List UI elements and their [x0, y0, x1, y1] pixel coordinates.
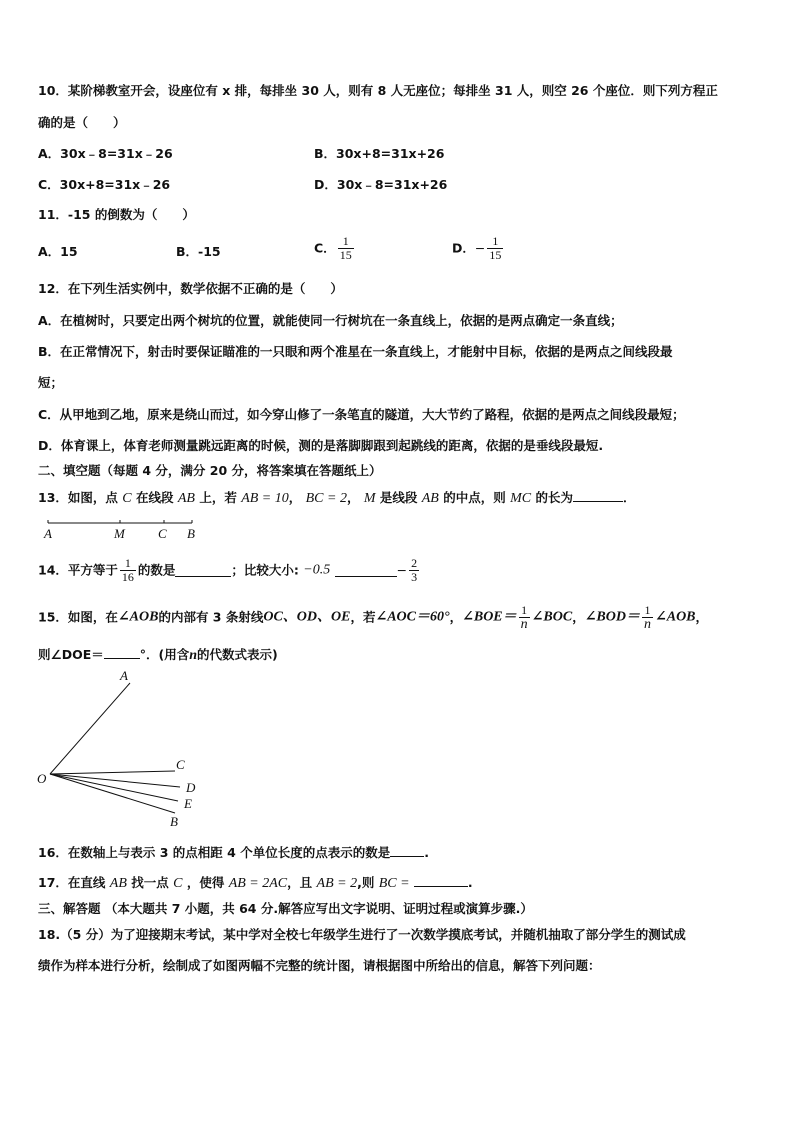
- q18-line1: 18.（5 分）为了迎接期末考试，某中学对全校七年级学生进行了一次数学摸底考试，并随机抽取了部分学生的测试成: [38, 927, 686, 942]
- q10-line1: 10．某阶梯教室开会，设座位有 x 排，每排坐 30 人，则有 8 人无座位；每排坐 31 人，则空 26 个座位．则下列方程正: [38, 83, 718, 98]
- q17-line-ab: AB: [109, 876, 127, 891]
- q15-angle-aoc: ∠AOC＝60°: [375, 609, 450, 625]
- q17-t2: 找一点: [131, 875, 169, 890]
- q12-option-b-line1: B．在正常情况下，射击时要保证瞄准的一只眼和两个准星在一条直线上，才能射中目标，依据的是两点之间线段最: [38, 344, 673, 359]
- q15-label-a: A: [120, 668, 128, 683]
- q11-d-minus: −: [474, 240, 486, 256]
- q13-label-c: C: [158, 526, 167, 541]
- q11-d-num: 1: [492, 234, 499, 248]
- q15-angle-bod: ∠BOD＝: [584, 609, 640, 625]
- q17-t6: .: [467, 875, 473, 890]
- q15-n-var: n: [189, 648, 198, 663]
- q14-value: −0.5: [303, 562, 331, 578]
- q15-angle-boc: ∠BOC: [531, 609, 573, 625]
- q17-t5: ,则: [357, 875, 375, 890]
- q12-option-b-line2: 短；: [38, 375, 64, 390]
- q17-eq-1: AB = 2AC: [228, 876, 288, 891]
- q15-fraction-1: [519, 604, 530, 631]
- q11-option-d: [452, 235, 505, 262]
- q13-eq-bc: BC = 2: [305, 491, 347, 506]
- q16-answer-blank[interactable]: [390, 844, 424, 857]
- q13-t5: ，: [346, 490, 360, 505]
- q15-label-c: C: [176, 757, 185, 772]
- q13-segment-ab-2: AB: [421, 491, 439, 506]
- q13-point-m: M: [363, 491, 376, 506]
- q15-rays: OC、OD、OE: [263, 609, 351, 625]
- q14-num: 1: [124, 556, 131, 570]
- q13-t7: 的中点，则: [443, 490, 506, 505]
- q11-option-a: A．15: [38, 244, 78, 259]
- q15-t6: ，: [695, 609, 709, 625]
- q11-d-den: 15: [489, 248, 502, 262]
- q17-t4: ，且: [287, 875, 313, 890]
- q15-d1: n: [520, 617, 528, 632]
- q13-label-m: M: [114, 526, 125, 541]
- q14-den: 16: [121, 570, 134, 584]
- q14-t3: ；比较大小:: [231, 562, 299, 578]
- q15-ray-oe: [50, 774, 178, 801]
- q15-line1: [38, 604, 708, 631]
- q15-t3: ，若: [350, 609, 376, 625]
- q15-n1: 1: [521, 603, 528, 617]
- q12-option-c: C．从甲地到乙地，原来是绕山而过，如今穿山修了一条笔直的隧道，大大节约了路程，依据的是两点之间线段最短；: [38, 407, 685, 422]
- q13-answer-blank[interactable]: [573, 489, 623, 502]
- q17-text: [38, 874, 473, 892]
- q14-t2: 的数是: [137, 562, 176, 578]
- q15-angle-boe: ∠BOE＝: [462, 609, 517, 625]
- q14-fraction-2: [409, 557, 419, 584]
- q10-option-d: D．30x﹣8=31x+26: [314, 177, 448, 192]
- q17-answer-blank[interactable]: [414, 874, 468, 887]
- q15-n2: 1: [644, 603, 651, 617]
- q15-line2a: 则∠DOE＝: [38, 647, 104, 662]
- q13-text: [38, 489, 635, 507]
- q13-t8: 的长为: [535, 490, 573, 505]
- q10-line2: 确的是（ ）: [38, 115, 126, 130]
- q11-option-c-label: C．: [314, 240, 336, 256]
- q15-label-d: D: [186, 780, 196, 795]
- q15-label-b: B: [170, 814, 178, 829]
- q13-t6: 是线段: [379, 490, 418, 505]
- q15-line2c: 的代数式表示): [197, 647, 278, 662]
- q15-ray-oc: [50, 771, 175, 774]
- q14-answer-blank-1[interactable]: [175, 564, 231, 577]
- q14-fraction: [120, 557, 136, 584]
- q15-t2: 的内部有 3 条射线: [158, 609, 264, 625]
- q13-segment-ab: AB: [177, 491, 195, 506]
- q17-t3: ，使得: [186, 875, 225, 890]
- q14-num2: 2: [411, 556, 418, 570]
- q15-d2: n: [644, 617, 651, 632]
- q13-figure: [40, 516, 210, 544]
- section3-heading: 三、解答题 （本大题共 7 小题，共 64 分.解答应写出文字说明、证明过程或演算步骤.）: [38, 901, 533, 916]
- q10-option-a: A．30x﹣8=31x﹣26: [38, 146, 173, 161]
- q15-line2b: °．(用含: [139, 647, 190, 662]
- q16-t1: 16．在数轴上与表示 3 的点相距 4 个单位长度的点表示的数是: [38, 845, 391, 860]
- q15-ray-oa: [50, 683, 130, 774]
- q10-option-c: C．30x+8=31x﹣26: [38, 177, 171, 192]
- q13-label-b: B: [187, 526, 195, 541]
- q15-angle-aob-2: ∠AOB: [655, 609, 696, 625]
- q13-point-c: C: [122, 491, 132, 506]
- q17-eq-3: BC =: [378, 876, 410, 891]
- q15-t4: ，: [449, 609, 463, 625]
- q17-point-c: C: [173, 876, 183, 891]
- q15-figure: [30, 668, 210, 833]
- q14-minus: −: [396, 562, 408, 578]
- q15-angle-aob: ∠AOB: [117, 609, 159, 625]
- q17-t1: 17．在直线: [38, 875, 106, 890]
- q10-option-b: B．30x+8=31x+26: [314, 146, 445, 161]
- q13-t1: 13．如图，点: [38, 490, 118, 505]
- q16-text: [38, 844, 429, 861]
- q14-den2: 3: [411, 570, 418, 584]
- section2-heading: 二、填空题（每题 4 分，满分 20 分，将答案填在答题纸上）: [38, 463, 382, 478]
- q15-line2: [38, 646, 278, 664]
- q13-t4: ，: [288, 490, 302, 505]
- q12-option-a: A．在植树时，只要定出两个树坑的位置，就能使同一行树坑在一条直线上，依据的是两点确定一条直线；: [38, 313, 623, 328]
- q14-text: [38, 557, 421, 584]
- q11-c-num: 1: [342, 234, 349, 248]
- q18-line2: 绩作为样本进行分析，绘制成了如图两幅不完整的统计图，请根据图中所给出的信息，解答下列问题：: [38, 958, 601, 973]
- q15-t1: 15．如图，在: [38, 609, 118, 625]
- q11-c-den: 15: [339, 248, 352, 262]
- q11-option-c: [314, 235, 356, 262]
- q15-t5: ，: [572, 609, 585, 625]
- q11-option-d-fraction: [487, 235, 503, 262]
- q12-stem: 12．在下列生活实例中，数学依据不正确的是（ ）: [38, 281, 343, 296]
- q15-answer-blank[interactable]: [104, 646, 140, 659]
- q11-option-d-label: D．: [452, 240, 475, 256]
- q13-t3: 上，若: [199, 490, 237, 505]
- q14-answer-blank-2[interactable]: [335, 564, 397, 577]
- q11-option-c-fraction: [338, 235, 354, 262]
- q13-eq-ab: AB = 10: [241, 491, 289, 506]
- q13-label-a: A: [44, 526, 52, 541]
- q15-label-e: E: [184, 796, 192, 811]
- q11-stem: 11．-15 的倒数为（ ）: [38, 207, 195, 222]
- q17-eq-2: AB = 2: [316, 876, 358, 891]
- q13-segment-mc: MC: [510, 491, 532, 506]
- q13-t9: ．: [622, 490, 636, 505]
- q13-t2: 在线段: [135, 490, 174, 505]
- q16-t2: .: [424, 845, 429, 860]
- q14-t1: 14．平方等于: [38, 562, 118, 578]
- q12-option-d: D．体育课上，体育老师测量跳远距离的时候，测的是落脚脚跟到起跳线的距离，依据的是垂线段最短.: [38, 438, 604, 453]
- q15-label-o: O: [37, 771, 47, 786]
- q11-option-b: B．-15: [176, 244, 221, 259]
- q15-fraction-2: [642, 604, 653, 631]
